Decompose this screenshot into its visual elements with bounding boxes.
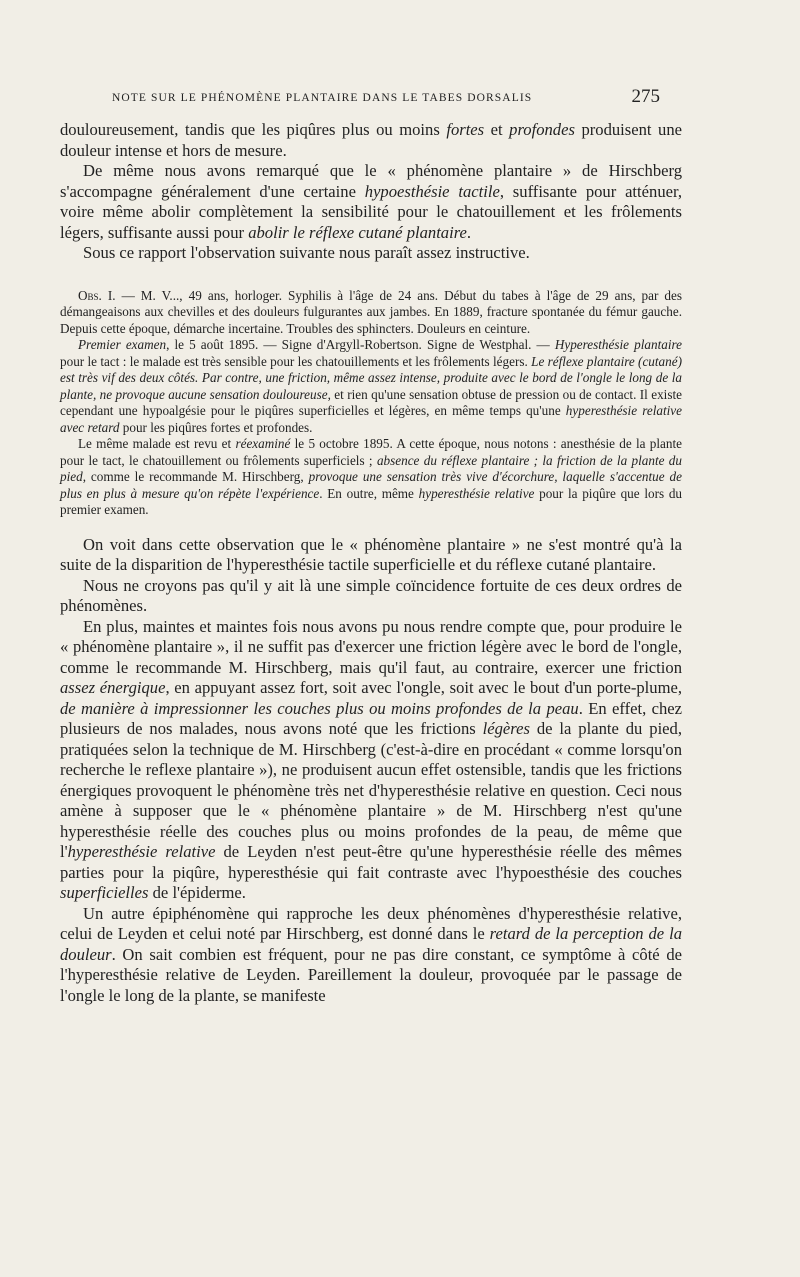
text-run: On voit dans cette observation que le « phénomène plantaire » ne s'est montré qu'à la suite de la disparition de l'hyperesthésie tactile superficielle et du réflexe cutané plantaire. [60, 534, 682, 574]
italic-run: abolir le réflexe cutané plantaire [248, 222, 467, 242]
italic-run: Premier examen [78, 337, 167, 352]
paragraph [60, 535, 682, 576]
text-run: , comme le recommande M. Hirschberg, [82, 469, 309, 484]
paragraph [60, 904, 682, 1007]
paragraph [60, 576, 682, 617]
text-run: . On sait combien est fréquent, pour ne pas dire constant, ce symptôme à côté de l'hyperesthésie relative de Leyden. Pareillement la douleur, provoquée par le passage de l'ongle le long de la plante, se manifeste [60, 944, 682, 1005]
text-run: , et rien qu'une sensation obtuse de pression ou de contact. Il existe cependant une hypoalgésie pour le piqûres superficielles et légères, en même temps qu'une [60, 386, 682, 418]
text-run: , suffisante pour atténuer, voire même abolir complètement la sensibilité pour le chatouillement et les frôlements légers, suffisante aussi pour [60, 181, 682, 242]
text-run: De même nous avons remarqué que le « phénomène plantaire » de Hirschberg s'accompagne généralement d'une certaine [60, 161, 682, 201]
text-run: . [466, 222, 472, 242]
text-run: douloureusement, tandis que les piqûres plus ou moins [60, 120, 447, 139]
text-run: de l'épiderme. [148, 883, 246, 902]
text-run: Le même malade est revu et [78, 436, 236, 451]
italic-run: hyperesthésie relative [67, 842, 216, 861]
italic-run: de manière à impressionner les couches plus ou moins profondes de la peau [60, 698, 579, 718]
text-run: , le 5 août 1895. — Signe d'Argyll-Robertson. Signe de Westphal. — [166, 337, 555, 352]
text-run: pour le tact : le malade est très sensible pour les chatouillements et les frôlements légers. [60, 353, 532, 369]
page-number: 275 [631, 86, 660, 107]
italic-run: Le réflexe plantaire (cutané) est très vif des deux côtés. Par contre, une friction, même assez intense, produite avec le bord de l'ongle le long de la plante, ne provoque aucune sensation douloureuse [60, 353, 682, 402]
italic-run: Hyperesthésie plantaire [554, 337, 682, 352]
paragraph [60, 243, 682, 264]
italic-run: hyperesthésie relative [418, 485, 535, 501]
observation-block [60, 288, 682, 519]
observation-paragraph [60, 436, 682, 519]
italic-run: profondes [509, 120, 575, 139]
italic-run: fortes [446, 120, 485, 139]
italic-run: réexaminé [235, 436, 291, 451]
text-run: de Leyden n'est peut-être qu'une hyperesthésie réelle des mêmes parties pour la piqûre, hyperesthésie qui fait contraste avec l'hypoesthésie des couches [60, 842, 682, 882]
text-run: et [484, 120, 510, 139]
paragraph [60, 617, 682, 904]
italic-run: superficielles [60, 883, 149, 902]
paragraph [60, 161, 682, 243]
text-run: Un autre épiphénomène qui rapproche les deux phénomènes d'hyperesthésie relative, celui de Leyden et celui noté par Hirschberg, est donné dans le [60, 903, 682, 943]
text-run: — M. V..., 49 ans, horloger. Syphilis à l'âge de 24 ans. Début du tabes à l'âge de 29 ans, par des démangeaisons aux chevilles et des douleurs fulgurantes aux jambes. En 1889, fracture spontanée du fémur gauche. Depuis cette époque, démarche incertaine. Troubles des sphincters. Douleurs en ceinture. [60, 287, 682, 336]
text-run: . En effet, chez plusieurs de nos malades, nous avons noté que les frictions [60, 698, 682, 738]
page-header [112, 86, 660, 110]
italic-run: hyperesthésie relative avec retard [60, 403, 682, 435]
page-body [60, 120, 682, 1006]
running-head: NOTE SUR LE PHÉNOMÈNE PLANTAIRE DANS LE TABES DORSALIS [112, 92, 533, 104]
text-run: de la plante du pied, pratiquées selon la technique de M. Hirschberg (c'est-à-dire en procédant « comme lorsqu'on recherche le reflexe plantaire »), ne produisent aucun effet ostensible, tandis que les frictions énergiques provoquent le phénomène très net d'hyperesthésie relative en question. Ceci nous amène à supposer que le « phénomène plantaire » de M. Hirschberg n'est qu'une hyperesthésie réelle des couches plus ou moins profondes de la peau, de même que l' [60, 719, 682, 861]
observation-text [60, 288, 682, 336]
discussion-text [60, 535, 682, 1007]
intro-text [60, 120, 682, 264]
italic-run: assez énergique [60, 678, 166, 697]
observation-paragraph [60, 337, 682, 436]
text-run: le 5 octobre 1895. A cette époque, nous notons : anesthésie de la plante pour le tact, le chatouillement ou frôlements superficiels ; [60, 436, 682, 468]
observation-paragraph [60, 288, 682, 338]
paragraph [60, 120, 682, 161]
text-run: pour la piqûre que lors du premier examen. [60, 485, 683, 517]
text-run: pour les piqûres fortes et profondes. [119, 419, 313, 435]
text-run: . En outre, même [319, 485, 419, 501]
italic-run: provoque une sensation très vive d'écorchure, laquelle s'accentue de plus en plus à mesure qu'on répète l'expérience [60, 469, 682, 501]
text-run: produisent une douleur intense et hors de mesure. [60, 120, 682, 160]
italic-run: hypoesthésie tactile [364, 181, 500, 201]
text-run: En plus, maintes et maintes fois nous avons pu nous rendre compte que, pour produire le « phénomène plantaire », il ne suffit pas d'exercer une friction légère avec le bord de l'ongle, comme le recommande M. Hirschberg, mais qu'il faut, au contraire, exercer une friction [60, 616, 682, 677]
italic-run: absence du réflexe plantaire ; la friction de la plante du pied [60, 452, 682, 484]
text-run: Nous ne croyons pas qu'il y ait là une simple coïncidence fortuite de ces deux ordres de phénomènes. [60, 575, 682, 615]
text-run: Sous ce rapport l'observation suivante nous paraît assez instructive. [83, 243, 530, 262]
italic-run: retard de la perception de la douleur [60, 924, 682, 964]
observation-label: Obs. I. [78, 287, 116, 303]
italic-run: légères [482, 719, 530, 738]
text-run: , en appuyant assez fort, soit avec l'ongle, soit avec le bout d'un porte-plume, [165, 678, 682, 697]
